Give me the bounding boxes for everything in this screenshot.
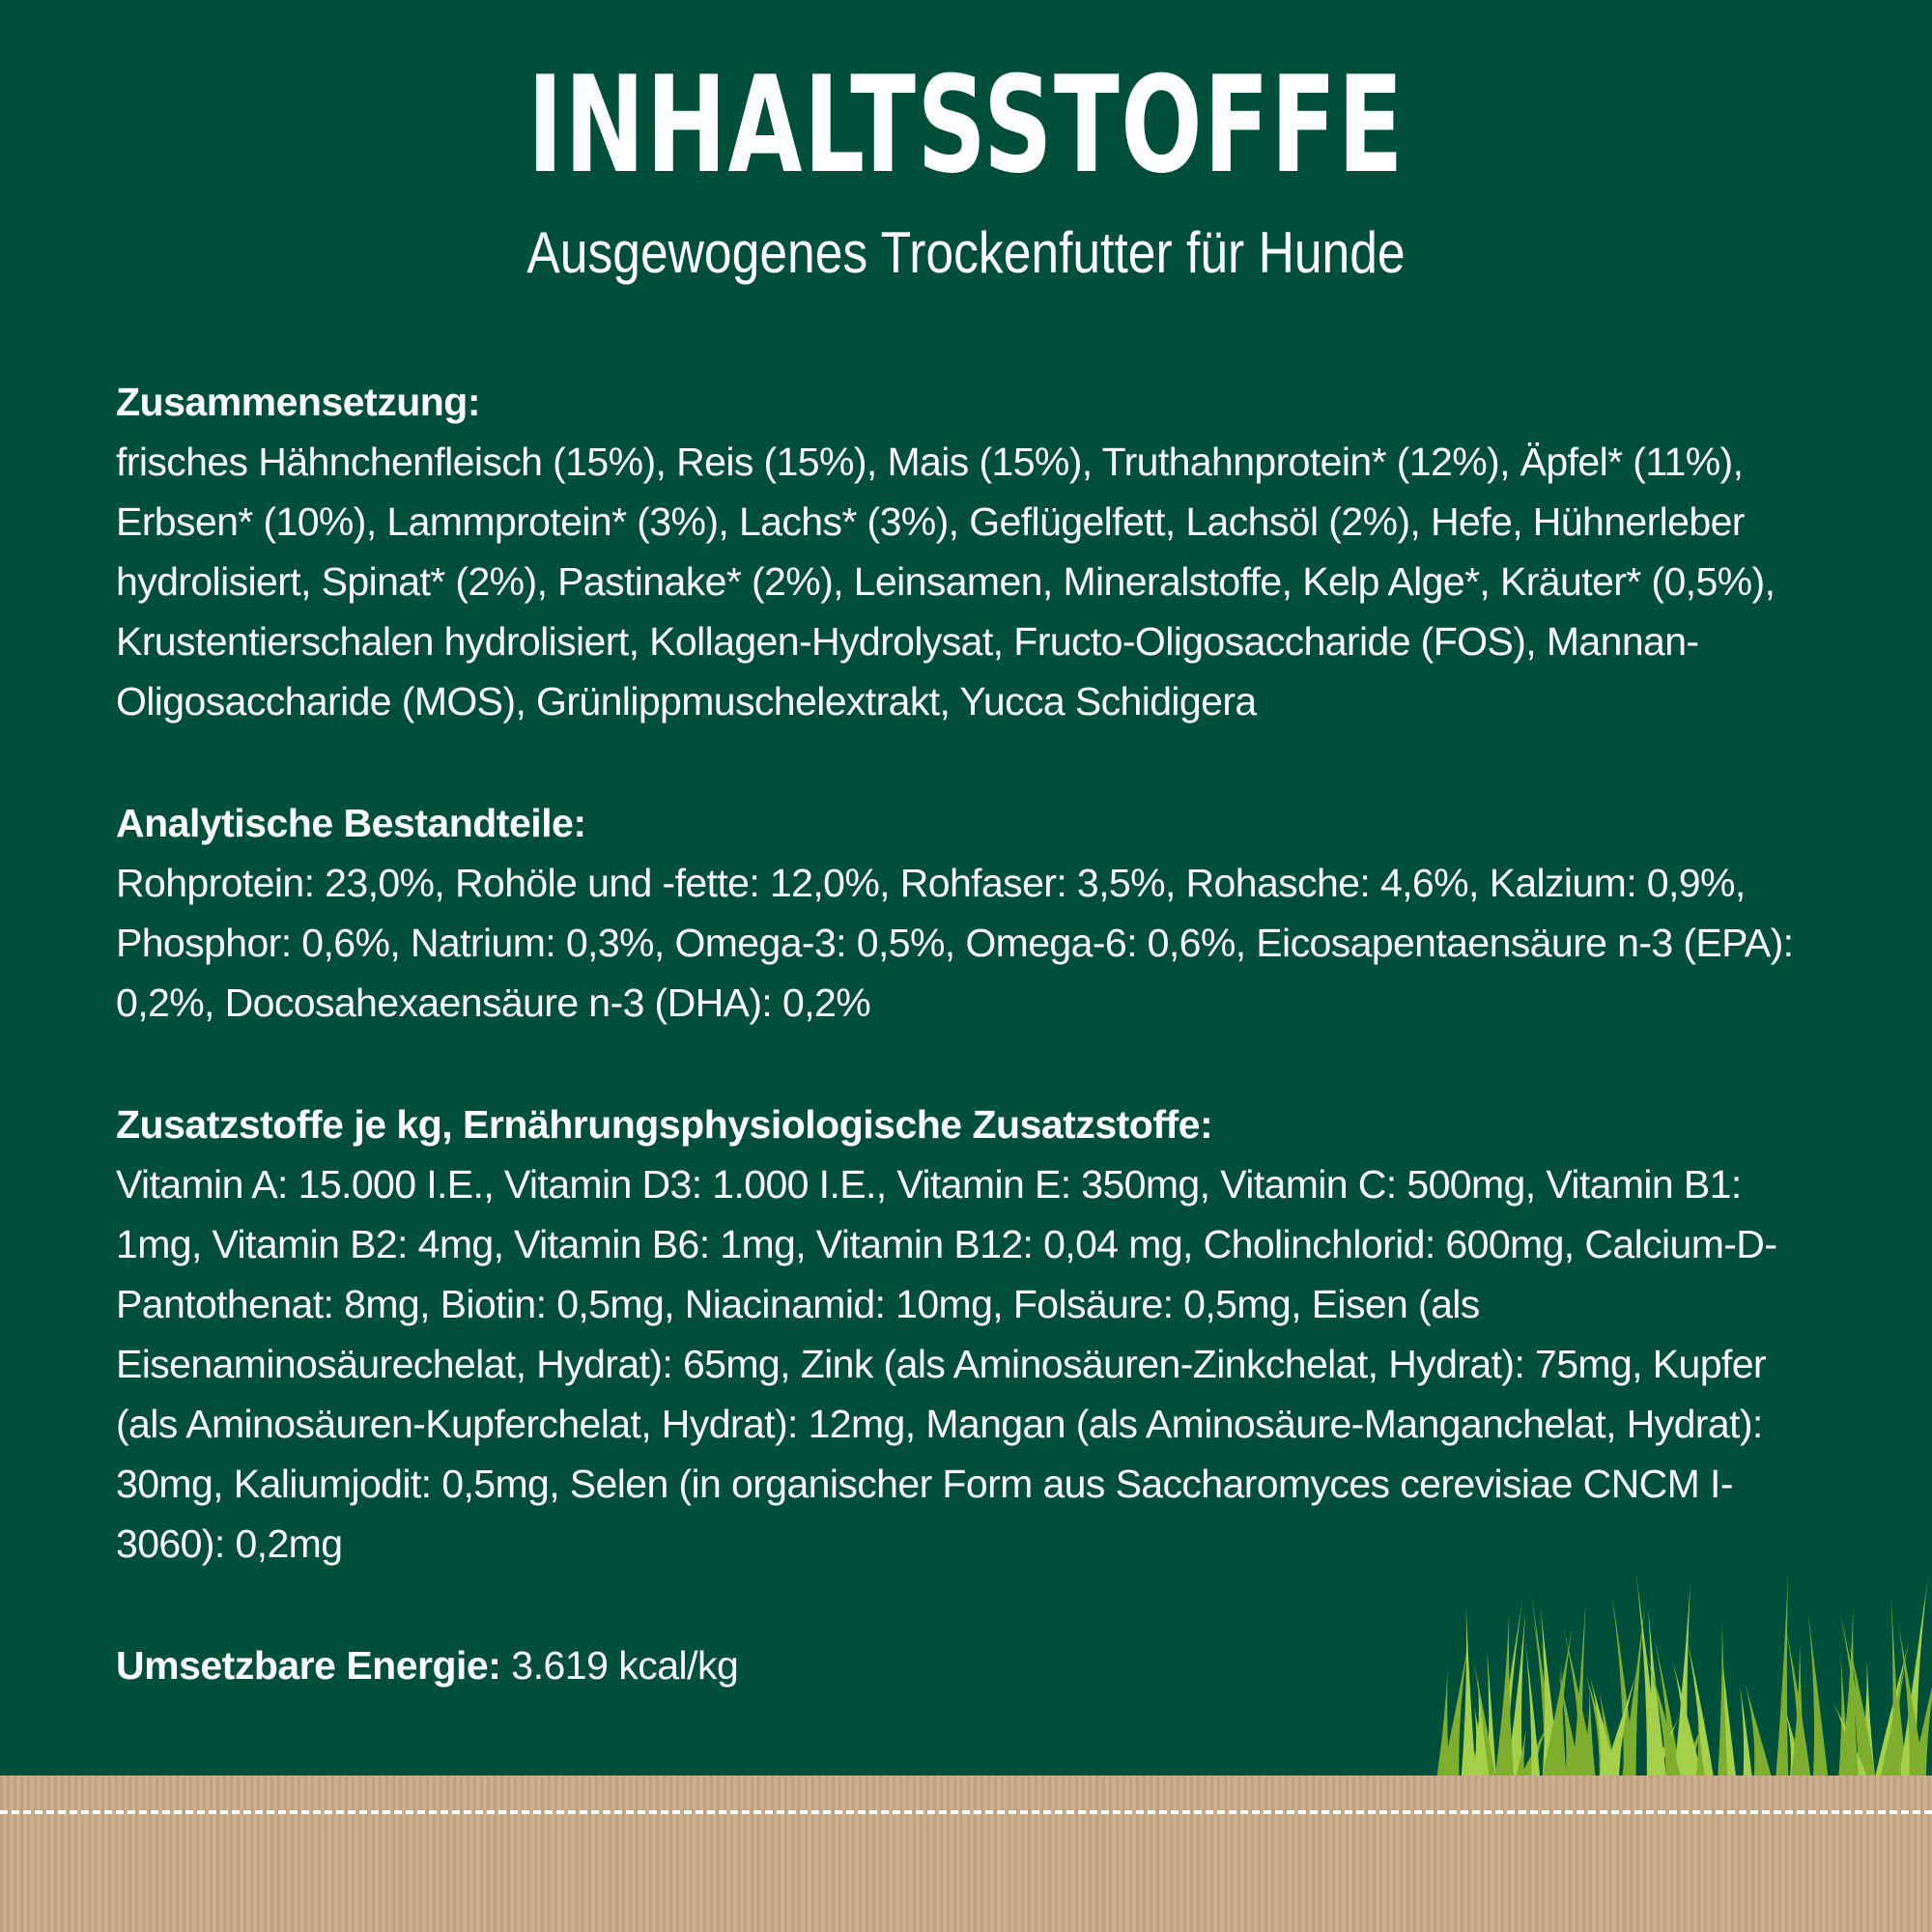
dashed-line	[0, 1810, 1932, 1814]
grass-blade	[1461, 1607, 1477, 1787]
additives-text: Vitamin A: 15.000 I.E., Vitamin D3: 1.000 I.E., Vitamin E: 350mg, Vitamin C: 500mg, Vitamin B1: 1mg, Vitamin B2: 4mg, Vitamin B6: 1mg, Vitamin B12: 0,04 mg, Cholinchlorid: 600mg, Calcium-D-Pantothenat: 8mg, Biotin: 0,5mg, Niacinamid: 10mg, Folsäure: 0,5mg, Eisen (als Eisenaminosäurechelat, Hydrat): 65mg, Zink (als Aminosäuren-Zinkchelat, Hydrat): 75mg, Kupfer (als Aminosäuren-Kupferchelat, Hydrat): 12mg, Mangan (als Aminosäure-Manganchelat, Hydrat): 30mg, Kaliumjodit: 0,5mg, Selen (in organischer Form aus Saccharomyces cerevisiae CNCM I-3060): 0,2mg	[116, 1162, 1777, 1566]
grass-blade	[1740, 1685, 1753, 1787]
grass-blade	[1775, 1572, 1788, 1787]
energy-value: 3.619 kcal/kg	[511, 1643, 739, 1688]
page-subtitle: Ausgewogenes Trockenfutter für Hunde	[526, 220, 1406, 285]
composition-section	[116, 372, 1816, 731]
grass-illustration-icon	[1430, 1555, 1932, 1787]
grass-blade	[1473, 1679, 1491, 1787]
ingredients-content	[116, 372, 1816, 1695]
grass-blade	[1493, 1610, 1515, 1787]
grass-blade	[1808, 1613, 1830, 1787]
page-title: INHALTSSTOFFE	[526, 47, 1406, 203]
analytical-heading: Analytische Bestandteile:	[116, 801, 586, 845]
cardboard-strip	[0, 1776, 1932, 1932]
energy-heading: Umsetzbare Energie:	[116, 1643, 501, 1688]
analytical-text: Rohprotein: 23,0%, Rohöle und -fette: 12,0%, Rohfaser: 3,5%, Rohasche: 4,6%, Kalzium: 0,9%, Phosphor: 0,6%, Natrium: 0,3%, Omega-3: 0,5%, Omega-6: 0,6%, Eicosapentaensäure n-3 (EPA): 0,2%, Docosahexaensäure n-3 (DHA): 0,2%	[116, 861, 1794, 1025]
additives-heading: Zusatzstoffe je kg, Ernährungsphysiologische Zusatzstoffe:	[116, 1102, 1213, 1147]
analytical-section	[116, 793, 1816, 1033]
additives-section	[116, 1094, 1816, 1574]
composition-text: frisches Hähnchenfleisch (15%), Reis (15%), Mais (15%), Truthahnprotein* (12%), Äpfel* (11%), Erbsen* (10%), Lammprotein* (3%), Lachs* (3%), Geflügelfett, Lachsöl (2%), Hefe, Hühnerleber hydrolisiert, Spinat* (2%), Pastinake* (2%), Leinsamen, Mineralstoffe, Kelp Alge*, Kräuter* (0,5%), Krustentierschalen hydrolisiert, Kollagen-Hydrolysat, Fructo-Oligosaccharide (FOS), Mannan-Oligosaccharide (MOS), Grünlippmuschelextrakt, Yucca Schidigera	[116, 440, 1776, 724]
composition-heading: Zusammensetzung:	[116, 380, 480, 424]
